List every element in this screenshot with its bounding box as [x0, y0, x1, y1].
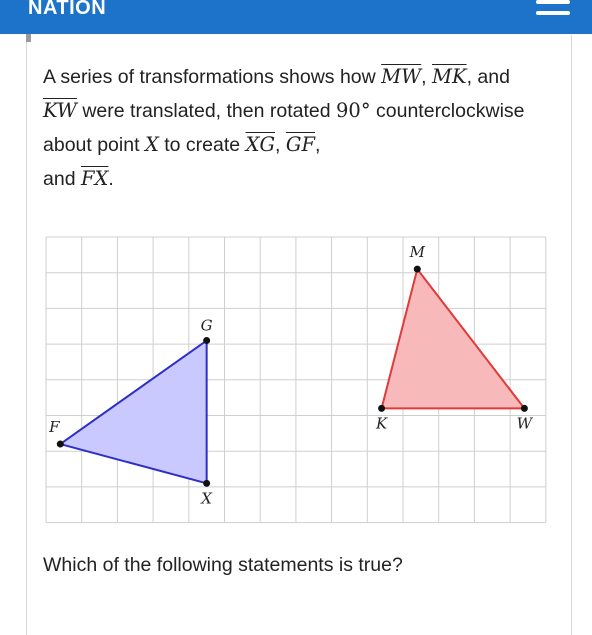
triangle-xgf-shape [60, 341, 206, 484]
vertex-f-point [57, 441, 64, 448]
period: . [108, 168, 114, 190]
segment-kw: $\overline{KW}$ [43, 99, 77, 122]
segment-gf: $\overline{GF}$ [285, 133, 315, 156]
comma: , [466, 66, 472, 88]
comma: , [314, 134, 321, 156]
rotation-angle: 90° [336, 99, 371, 122]
vertex-g-label: G [200, 316, 213, 335]
question-prompt: Which of the following statements is true? [43, 554, 403, 576]
vertex-x-label: X [201, 489, 212, 508]
question-text-part: and [43, 168, 76, 190]
vertex-w-point [521, 405, 528, 412]
segment-fx: $\overline{FX}$ [80, 167, 109, 190]
vertex-w-label: W [516, 414, 533, 433]
vertex-g-point [203, 337, 210, 344]
segment-mk: $\overline{MK}$ [432, 65, 467, 88]
comma: , [275, 134, 281, 156]
question-text-part: and [477, 66, 510, 88]
vertex-k-label: K [375, 414, 388, 433]
question-text-part: to create [164, 134, 241, 156]
math-nation-logo[interactable]: NATION [28, 0, 107, 19]
comma: , [421, 66, 427, 88]
question-text-part: A series of transformations shows how [43, 66, 376, 88]
point-x-label: X [144, 133, 159, 156]
question-text-part: were translated, then rotated [82, 100, 331, 122]
vertex-x-point [203, 480, 210, 487]
vertex-m-label: M [409, 243, 425, 262]
vertex-k-point [378, 405, 385, 412]
segment-xg: $\overline{XG}$ [245, 133, 276, 156]
vertex-m-point [414, 266, 421, 273]
segment-mw: $\overline{MW}$ [381, 65, 422, 88]
question-text-part: counterclockwise about point [43, 100, 525, 156]
vertex-f-label: F [49, 418, 60, 437]
